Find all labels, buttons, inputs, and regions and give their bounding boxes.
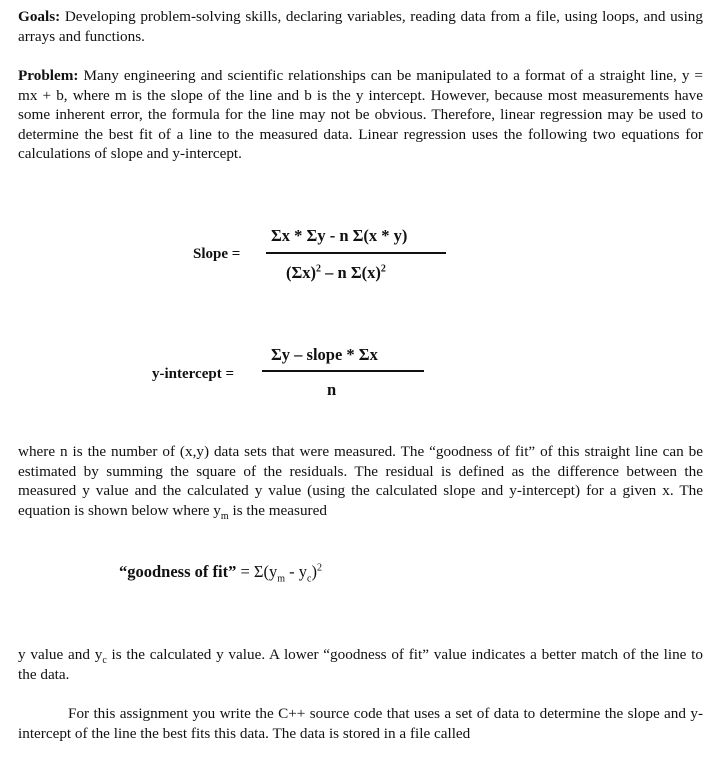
goals-text: Developing problem-solving skills, declaring variables, reading data from a file, using loops, and using arrays and functions. (18, 8, 703, 45)
slope-label: Slope = (193, 246, 241, 262)
problem-text: Many engineering and scientific relationships can be manipulated to a format of a straight line, y = mx + b, where m is the slope of the line and b is the y intercept. However, because most measurements have some inherent error, the formula for the line may not be obvious. Therefore, linear regression may be used to determine the best fit of a line to the measured data. Linear regression uses the following two equations for calculations of slope and y-intercept. (18, 67, 703, 162)
slope-denominator: $(\Sigma x)^2$ – n $\Sigma(x)^2$ (286, 263, 386, 282)
intercept-label: y-intercept = (152, 366, 234, 382)
assignment-paragraph: For this assignment you write the C++ source code that uses a set of data to determine the slope and y-intercept of the line the best fits this data. The data is stored in a file called (18, 705, 703, 742)
residual-paragraph: where n is the number of (x,y) data sets that were measured. The “goodness of fit” of this straight line can be estimated by summing the square of the residuals. The residual is defined as the difference between the measured y value and the calculated y value (using the calculated slope and y-intercept) for a given x. The equation is shown below where $y_m$ is the measured (18, 443, 703, 522)
intercept-fraction-bar (262, 370, 424, 372)
goodness-of-fit-label: “goodness of fit” (119, 562, 237, 581)
goodness-of-fit-equation: “goodness of fit” = $\Sigma(y_m - y_c)^2$ (119, 562, 322, 585)
intercept-numerator: Σy – slope * Σx (271, 345, 378, 364)
goals-label: Goals: (18, 8, 61, 25)
intercept-denominator: n (327, 380, 337, 399)
problem-label: Problem: (18, 67, 79, 84)
closing-paragraph: y value and $y_c$ is the calculated y value. A lower “goodness of fit” value indicates a better match of the line to the data. (18, 646, 703, 683)
slope-numerator: Σx * Σy - n Σ(x * y) (271, 226, 408, 245)
